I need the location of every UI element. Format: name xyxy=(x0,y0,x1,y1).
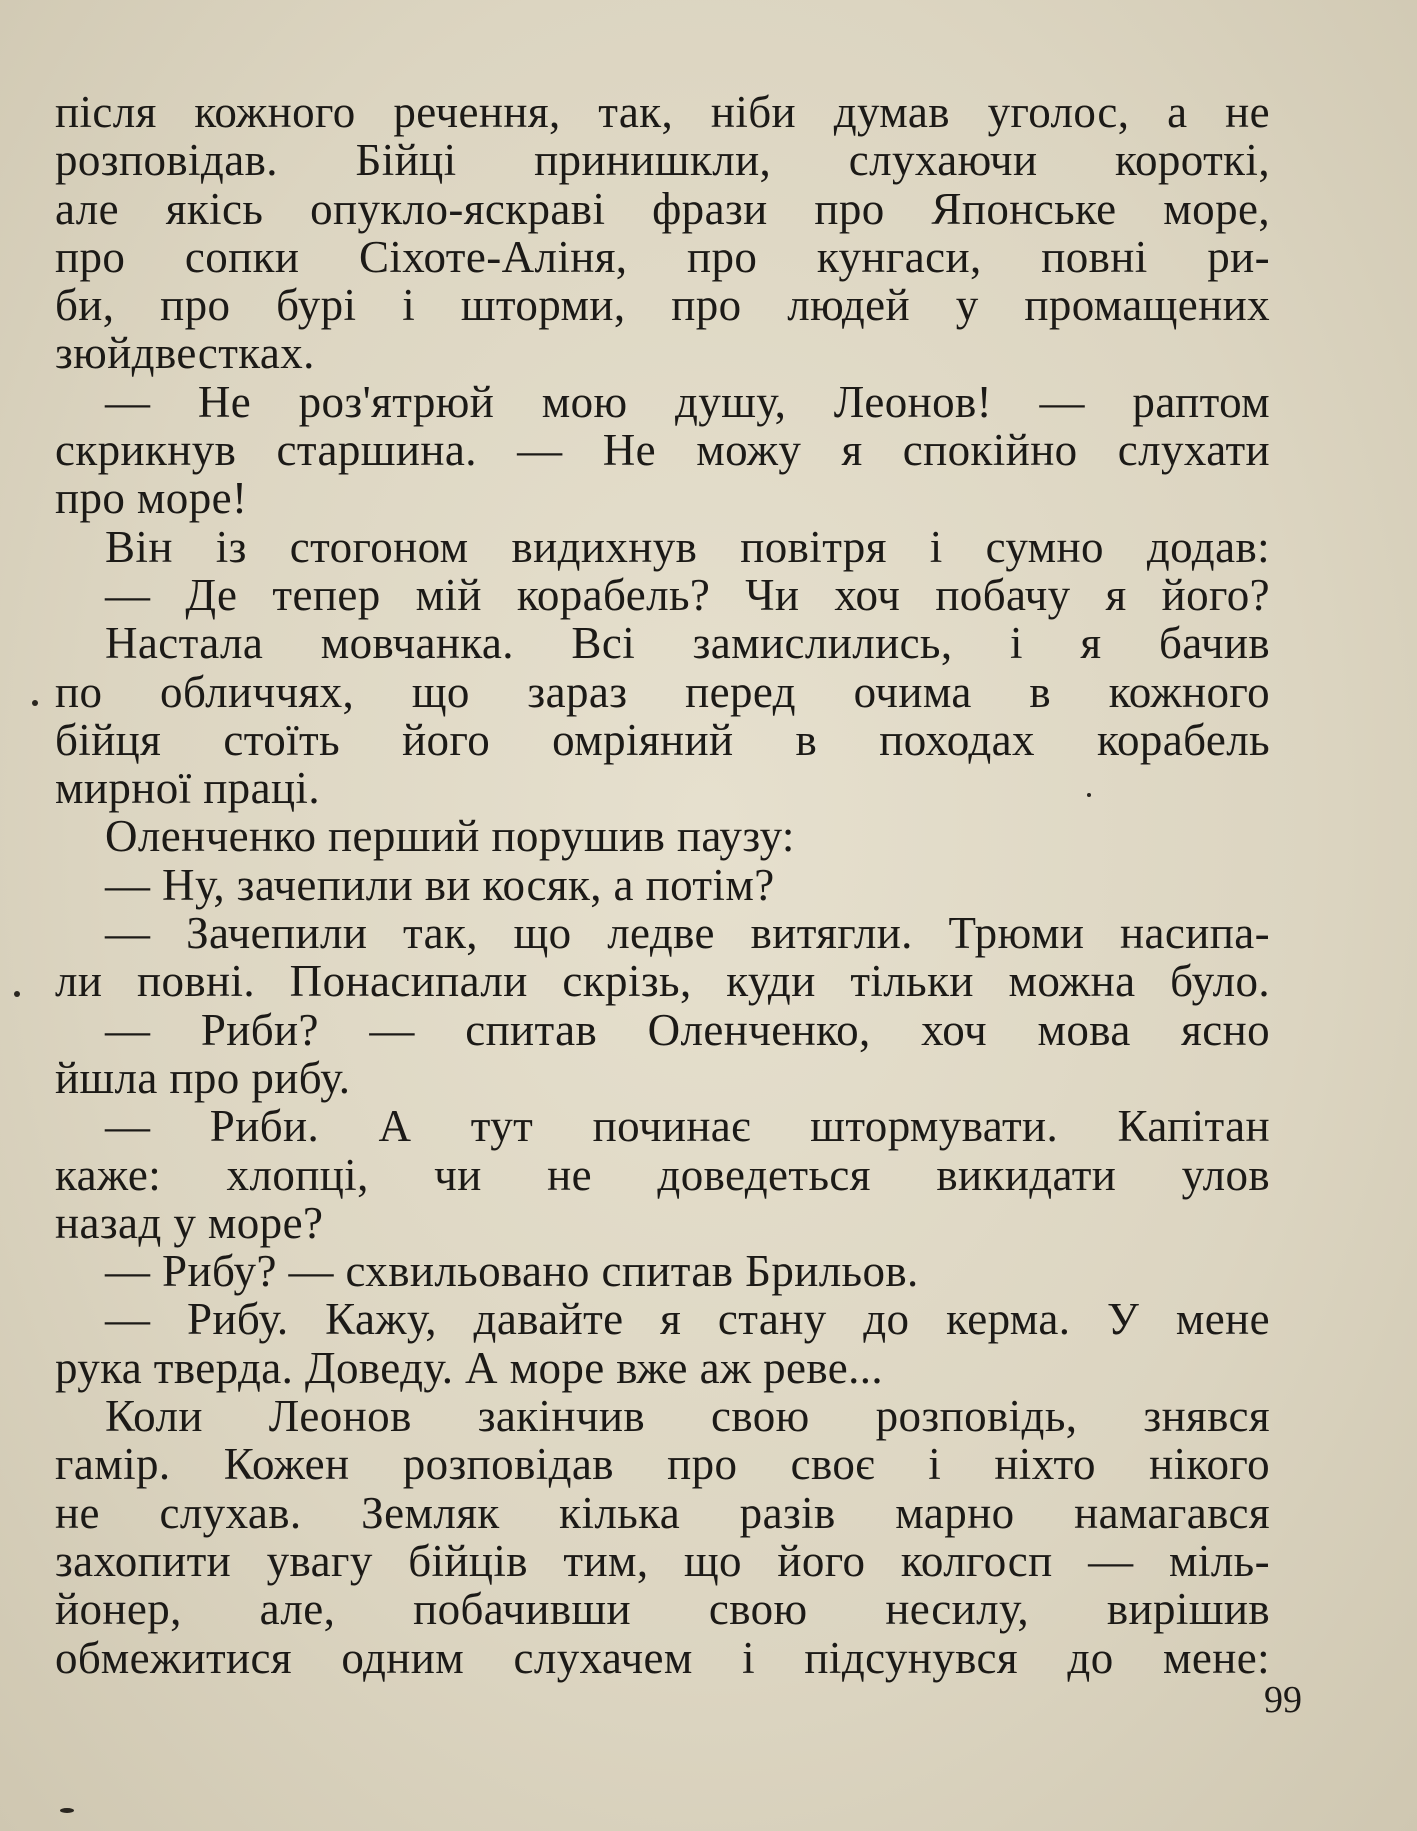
text-line: — Рибу? — схвильовано спитав Брильов. xyxy=(105,1246,919,1297)
text-line: каже: хлопці, чи не доведеться викидати улов xyxy=(55,1149,1270,1200)
paper-speck xyxy=(14,991,20,997)
text-line: — Де тепер мій корабель? Чи хоч побачу я його? xyxy=(105,569,1270,620)
text-line: — Рибу. Кажу, давайте я стану до керма. У мене xyxy=(105,1294,1270,1345)
text-line: Коли Леонов закінчив свою розповідь, знявся xyxy=(105,1391,1270,1442)
text-line: Настала мовчанка. Всі замислились, і я бачив xyxy=(105,618,1270,669)
text-line: — Риби. А тут починає штормувати. Капітан xyxy=(105,1101,1270,1152)
text-line: по обличчях, що зараз перед очима в кожного xyxy=(55,666,1270,717)
text-line: захопити увагу бійців тим, що його колгосп — міль- xyxy=(55,1535,1270,1586)
text-line: йонер, але, побачивши свою несилу, вирішив xyxy=(55,1584,1270,1635)
text-line: — Ну, зачепили ви косяк, а потім? xyxy=(105,859,775,910)
text-line: бійця стоїть його омріяний в походах корабель xyxy=(55,714,1270,765)
text-line: скрикнув старшина. — Не можу я спокійно слухати xyxy=(55,425,1270,476)
page-body xyxy=(55,88,1270,1682)
text-line: не слухав. Земляк кілька разів марно намагався xyxy=(55,1487,1270,1538)
paper-speck xyxy=(1087,793,1091,797)
text-line: назад у море? xyxy=(55,1197,324,1248)
text-line: би, про бурі і шторми, про людей у промащених xyxy=(55,280,1270,331)
text-line: Оленченко перший порушив паузу: xyxy=(105,811,795,862)
page-number: 99 xyxy=(1264,1679,1302,1721)
text-line: розповідав. Бійці принишкли, слухаючи короткі, xyxy=(55,135,1270,186)
text-line: про море! xyxy=(55,473,248,524)
text-line: але якісь опукло-яскраві фрази про Японське море, xyxy=(55,183,1270,234)
text-line: Він із стогоном видихнув повітря і сумно додав: xyxy=(105,521,1270,572)
text-line: — Зачепили так, що ледве витягли. Трюми насипа- xyxy=(105,908,1270,959)
text-line: зюйдвестках. xyxy=(55,328,315,379)
paper-speck xyxy=(32,700,38,706)
text-line: ли повні. Понасипали скрізь, куди тільки можна було. xyxy=(55,956,1270,1007)
text-line: йшла про рибу. xyxy=(55,1052,351,1103)
paper-speck xyxy=(60,1808,74,1813)
text-line: після кожного речення, так, ніби думав уголос, а не xyxy=(55,87,1270,137)
text-line: обмежитися одним слухачем і підсунувся до мене: xyxy=(55,1632,1270,1683)
text-line: — Не роз'ятрюй мою душу, Леонов! — раптом xyxy=(105,376,1270,427)
text-line: рука тверда. Доведу. А море вже аж реве... xyxy=(55,1342,884,1393)
text-line: гамір. Кожен розповідав про своє і ніхто нікого xyxy=(55,1439,1270,1490)
text-line: мирної праці. xyxy=(55,763,320,814)
text-line: про сопки Сіхоте-Аліня, про кунгаси, повні ри- xyxy=(55,231,1270,282)
text-line: — Риби? — спитав Оленченко, хоч мова ясно xyxy=(105,1004,1270,1055)
